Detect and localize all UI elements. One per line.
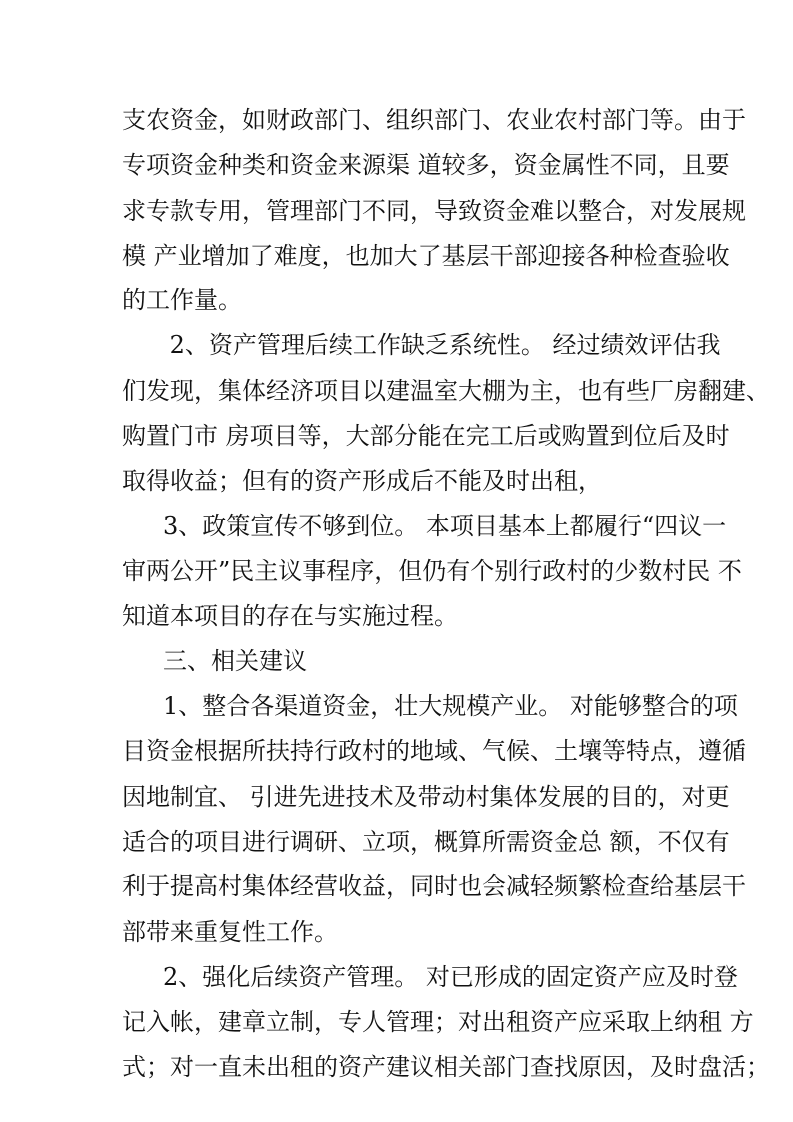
text-line: 适合的项目进行调研、立项，概算所需资金总 额，不仅有 bbox=[122, 828, 730, 856]
text-line: 1、整合各渠道资金，壮大规模产业。 对能够整合的项 bbox=[163, 692, 738, 720]
text-line: 式；对一直未出租的资产建议相关部门查找原因，及时盘活； bbox=[122, 1053, 770, 1081]
text-line: 的工作量。 bbox=[122, 286, 242, 314]
text-line: 求专款专用，管理部门不同，导致资金难以整合，对发展规 bbox=[122, 197, 746, 225]
text-line: 3、政策宣传不够到位。 本项目基本上都履行“四议一 bbox=[163, 512, 727, 540]
text-line: 因地制宜、 引进先进技术及带动村集体发展的目的，对更 bbox=[122, 783, 730, 811]
text-line: 利于提高村集体经营收益，同时也会减轻频繁检查给基层干 bbox=[122, 872, 746, 900]
text-line: 们发现，集体经济项目以建温室大棚为主，也有些厂房翻建、 bbox=[122, 377, 770, 405]
text-line: 专项资金种类和资金来源渠 道较多，资金属性不同，且要 bbox=[122, 151, 730, 179]
text-line: 支农资金，如财政部门、组织部门、农业农村部门等。由于 bbox=[122, 106, 746, 134]
text-line: 记入帐，建章立制，专人管理；对出租资产应采取上纳租 方 bbox=[122, 1008, 754, 1036]
text-line: 2、资产管理后续工作缺乏系统性。 经过绩效评估我 bbox=[162, 331, 721, 359]
text-line: 目资金根据所扶持行政村的地域、气候、土壤等特点，遵循 bbox=[122, 737, 746, 765]
text-line: 知道本项目的存在与实施过程。 bbox=[122, 602, 458, 630]
text-line: 2、强化后续资产管理。 对已形成的固定资产应及时登 bbox=[163, 963, 738, 991]
text-line: 模 产业增加了难度，也加大了基层干部迎接各种检查验收 bbox=[122, 242, 730, 270]
text-line: 取得收益；但有的资产形成后不能及时出租， bbox=[122, 467, 602, 495]
text-line: 审两公开”民主议事程序，但仍有个别行政村的少数村民 不 bbox=[122, 557, 742, 585]
text-line: 购置门市 房项目等，大部分能在完工后或购置到位后及时 bbox=[122, 422, 730, 450]
text-line: 部带来重复性工作。 bbox=[122, 918, 338, 946]
section-heading: 三、相关建议 bbox=[163, 647, 307, 675]
